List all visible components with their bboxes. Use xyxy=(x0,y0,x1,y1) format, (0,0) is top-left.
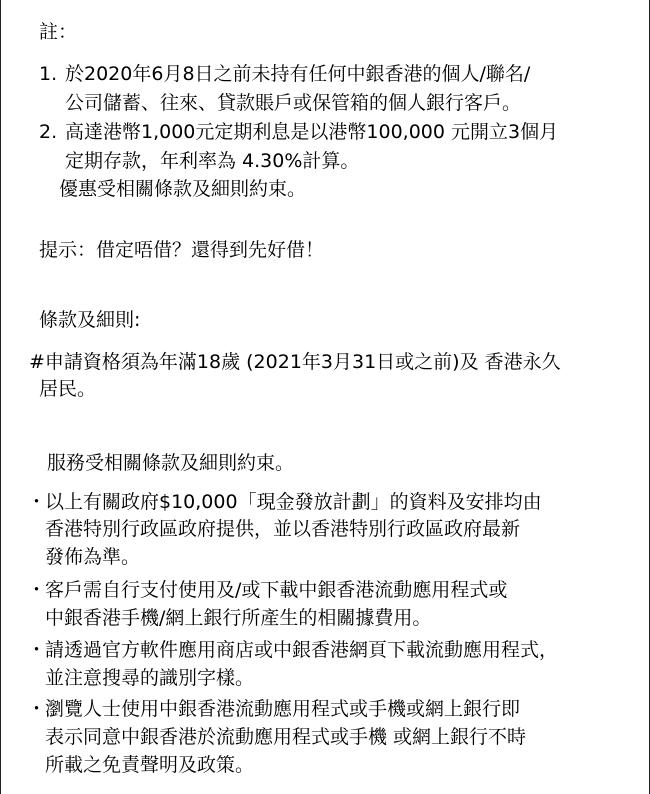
bullet-1-line-3: 發佈為準。 xyxy=(45,546,141,568)
bullet-marker: ・ xyxy=(27,639,47,661)
eligibility-line-2: 居民。 xyxy=(39,378,97,400)
bullet-3-line-2: 並注意搜尋的識別字樣。 xyxy=(45,667,255,689)
bullet-marker: ・ xyxy=(27,698,47,720)
bullet-4-line-3: 所載之免責聲明及政策。 xyxy=(45,754,255,776)
notes-heading: 註： xyxy=(39,21,78,43)
note-2-line-1: 高達港幣1,000元定期利息是以港幣100,000 元開立3個月 xyxy=(65,121,559,143)
bullet-3-line-1: 請透過官方軟件應用商店或中銀香港網頁下載流動應用程式， xyxy=(45,639,559,661)
note-2-number: 2. xyxy=(39,121,58,143)
note-2-line-2: 定期存款，年利率為 4.30%計算。 xyxy=(65,150,360,172)
reminder-text: 提示：借定唔借？還得到先好借！ xyxy=(39,239,325,261)
bullet-1-line-1: 以上有關政府$10,000「現金發放計劃」的資料及安排均由 xyxy=(45,491,542,513)
eligibility-line-1: #申請資格須為年滿18歲 (2021年3月31日或之前)及 香港永久 xyxy=(29,351,561,373)
note-1-number: 1. xyxy=(39,63,58,85)
bullet-4-line-2: 表示同意中銀香港於流動應用程式或手機 或網上銀行不時 xyxy=(45,726,527,748)
bullet-marker: ・ xyxy=(27,491,47,513)
terms-heading: 條款及細則: xyxy=(39,309,141,331)
bullet-1-line-2: 香港特別行政區政府提供，並以香港特別行政區政府最新 xyxy=(45,518,521,540)
bullet-4-line-1: 瀏覽人士使用中銀香港流動應用程式或手機或網上銀行即 xyxy=(45,698,521,720)
bullet-marker: ・ xyxy=(27,579,47,601)
bullet-2-line-1: 客戶需自行支付使用及/或下載中銀香港流動應用程式或 xyxy=(45,579,508,601)
offer-terms-text: 優惠受相關條款及細則約束。 xyxy=(59,178,307,200)
note-1-line-2: 公司儲蓄、往來、貸款賬戶或保管箱的個人銀行客戶。 xyxy=(65,92,522,114)
note-1-line-1: 於2020年6月8日之前未持有任何中銀香港的個人/聯名/ xyxy=(65,63,531,85)
bullet-2-line-2: 中銀香港手機/網上銀行所產生的相關據費用。 xyxy=(45,607,432,629)
service-terms-text: 服務受相關條款及細則約束。 xyxy=(47,452,295,474)
